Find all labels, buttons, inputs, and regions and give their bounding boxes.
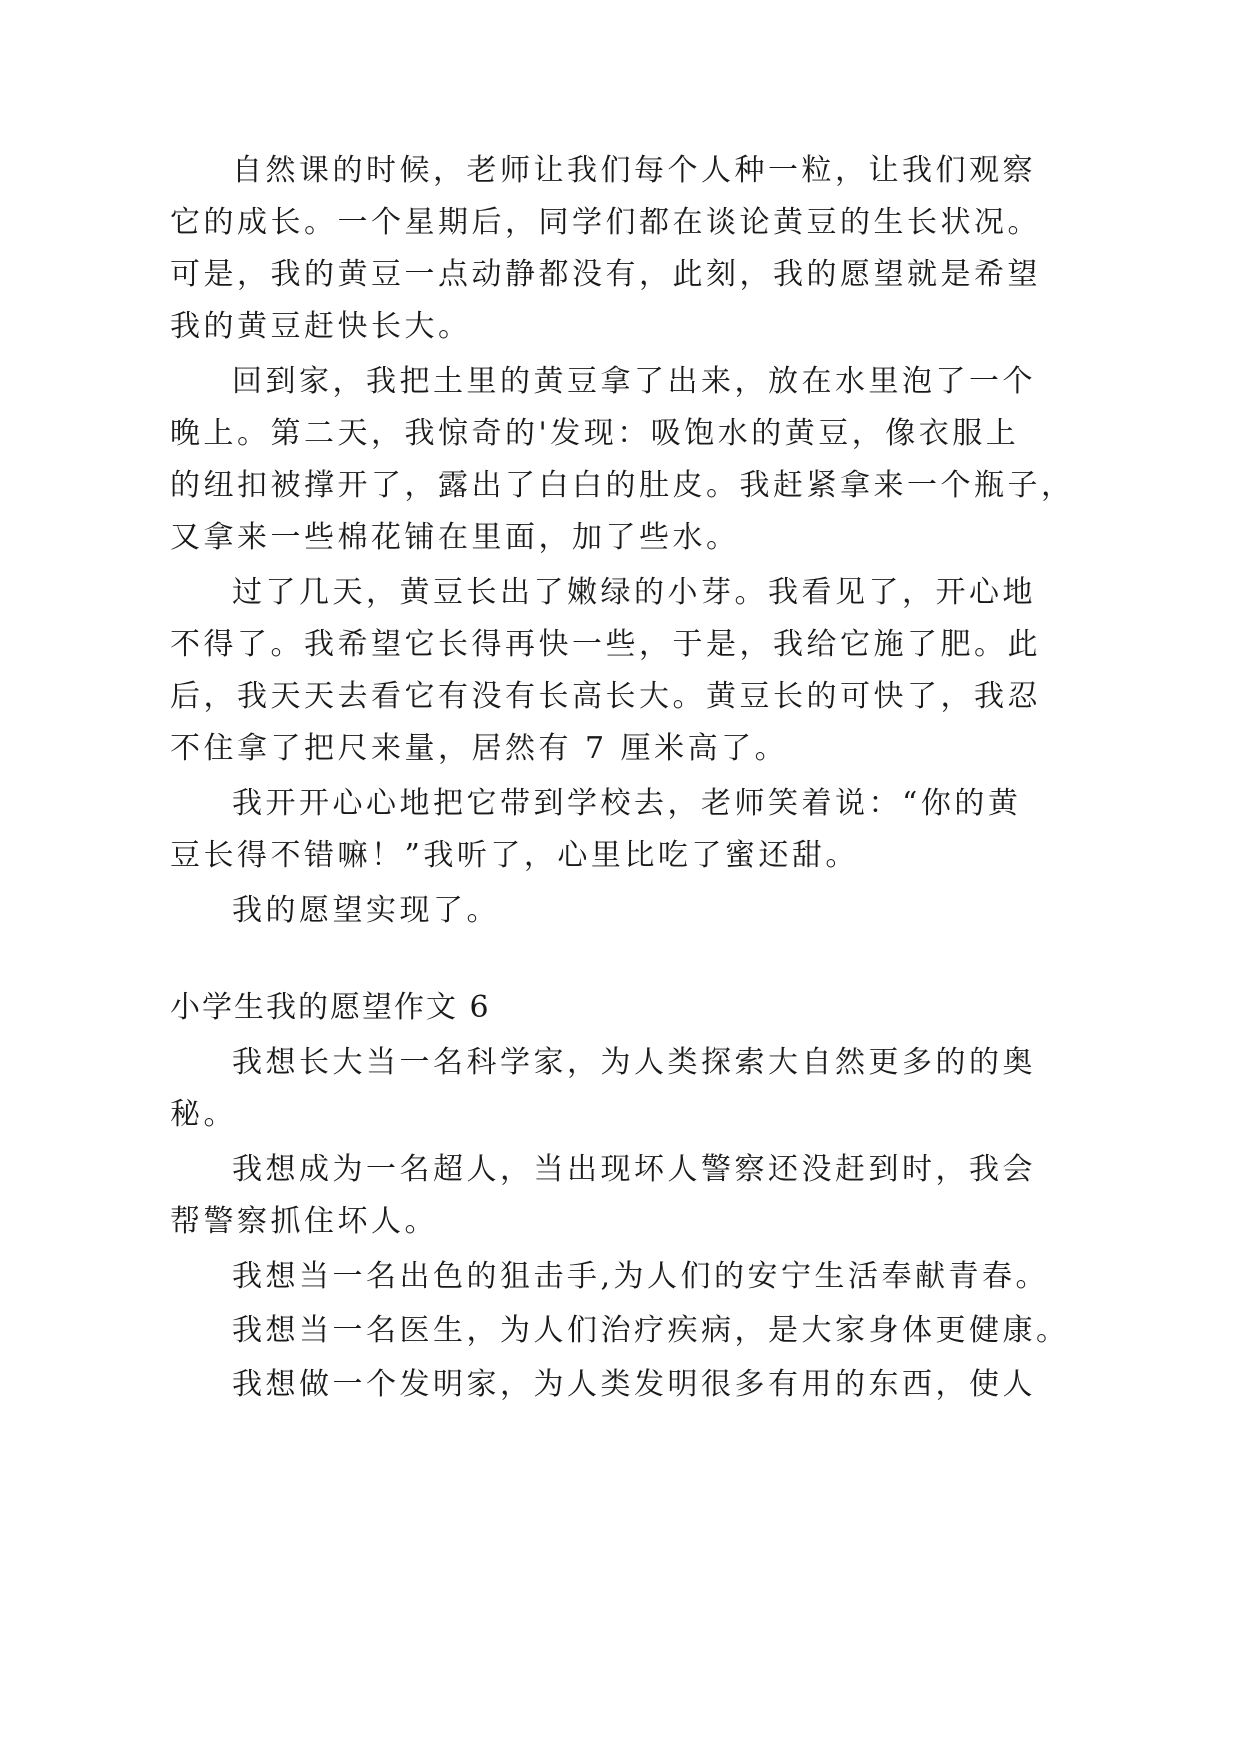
paragraph-1-line-3: 可是，我的黄豆一点动静都没有，此刻，我的愿望就是希望 [170,257,1041,292]
paragraph-2-line-4: 又拿来一些棉花铺在里面，加了些水。 [170,520,740,555]
paragraph-10-line-1: 我想做一个发明家，为人类发明很多有用的东西，使人 [232,1367,1036,1402]
paragraph-6-line-2: 秘。 [170,1097,237,1132]
paragraph-3-line-4: 不住拿了把尺来量，居然有 7 厘米高了。 [170,731,789,766]
paragraph-2-line-1: 回到家，我把土里的黄豆拿了出来，放在水里泡了一个 [232,364,1036,399]
paragraph-6-line-1: 我想长大当一名科学家，为人类探索大自然更多的的奥 [232,1045,1036,1080]
paragraph-3-line-3: 后，我天天去看它有没有长高长大。黄豆长的可快了，我忍 [170,679,1041,714]
paragraph-7-line-2: 帮警察抓住坏人。 [170,1204,438,1239]
paragraph-1-line-1: 自然课的时候，老师让我们每个人种一粒，让我们观察 [232,153,1036,188]
paragraph-1-line-2: 它的成长。一个星期后，同学们都在谈论黄豆的生长状况。 [170,205,1041,240]
paragraph-1-line-4: 我的黄豆赶快长大。 [170,309,472,344]
paragraph-4-line-2: 豆长得不错嘛！”我听了，心里比吃了蜜还甜。 [170,838,859,873]
paragraph-7-line-1: 我想成为一名超人，当出现坏人警察还没赶到时，我会 [232,1152,1036,1187]
paragraph-4-line-1: 我开开心心地把它带到学校去，老师笑着说：“你的黄 [232,786,1022,821]
paragraph-8-line-1: 我想当一名出色的狙击手,为人们的安宁生活奉献青春。 [232,1259,1050,1294]
paragraph-2-line-3: 的纽扣被撑开了，露出了白白的肚皮。我赶紧拿来一个瓶子， [170,468,1075,503]
section-heading: 小学生我的愿望作文 6 [170,990,491,1025]
paragraph-3-line-2: 不得了。我希望它长得再快一些，于是，我给它施了肥。此 [170,627,1041,662]
paragraph-3-line-1: 过了几天，黄豆长出了嫩绿的小芽。我看见了，开心地 [232,575,1036,610]
paragraph-5-line-1: 我的愿望实现了。 [232,893,500,928]
paragraph-2-line-2: 晚上。第二天，我惊奇的'发现：吸饱水的黄豆，像衣服上 [170,416,1020,451]
paragraph-9-line-1: 我想当一名医生，为人们治疗疾病，是大家身体更健康。 [232,1313,1070,1348]
